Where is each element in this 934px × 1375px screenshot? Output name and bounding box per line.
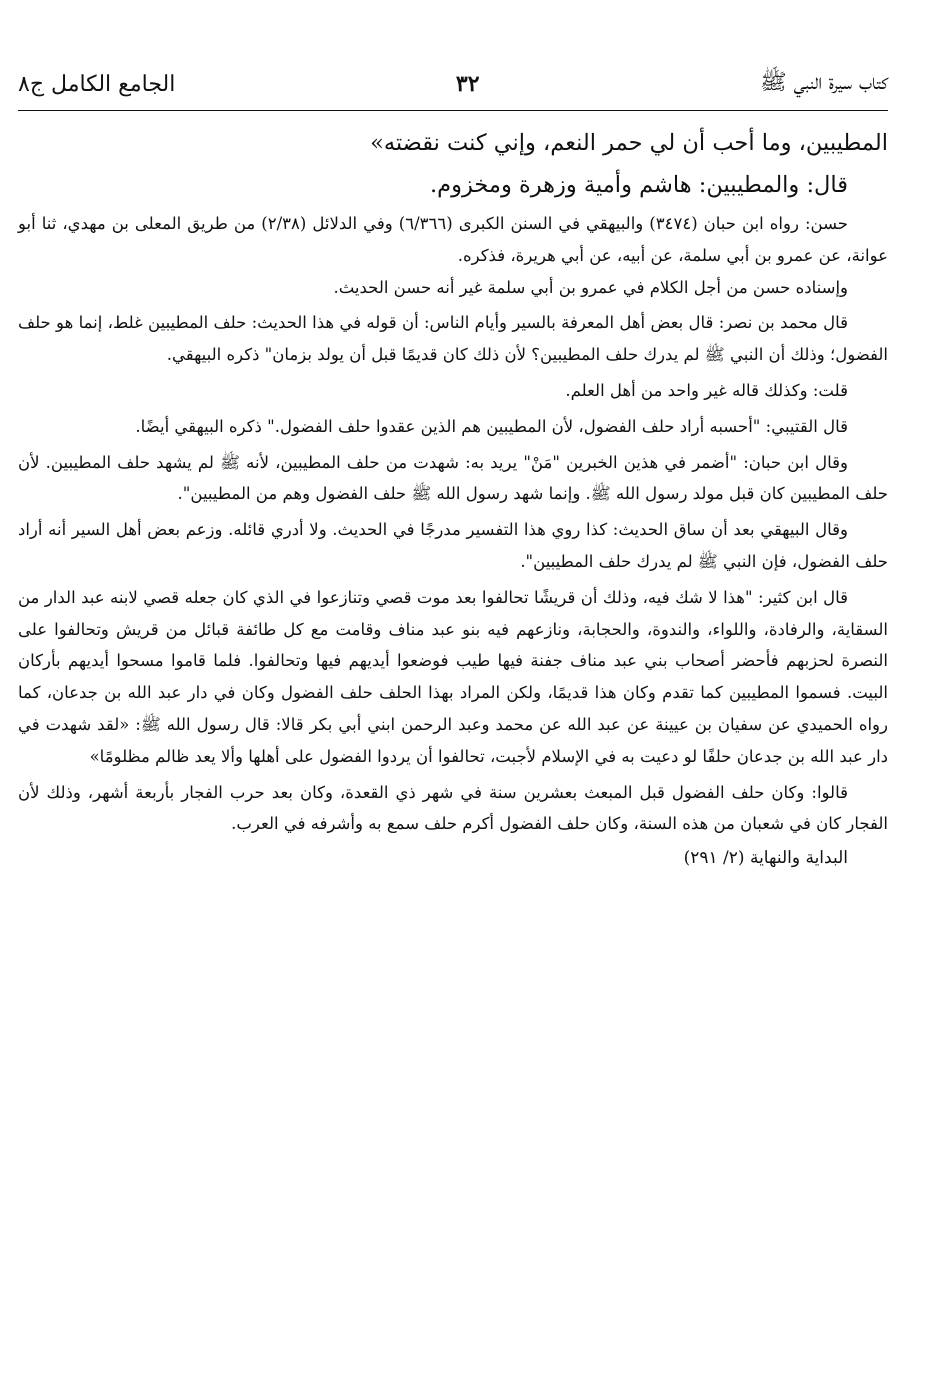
- book-title: كتاب سيرة النبي ﷺ: [760, 70, 888, 95]
- volume-title: الجامع الكامل ج٨: [18, 71, 176, 97]
- isnad-grading: وإسناده حسن من أجل الكلام في عمرو بن أبي سلمة غير أنه حسن الحديث.: [333, 277, 848, 297]
- fudul-dating: قالوا: وكان حلف الفضول قبل المبعث بعشرين سنة في شهر ذي القعدة، وكان بعد حرب الفجار بأربعة أشهر، وذلك لأن الفجار كان في شعبان من هذه السنة، وكان حلف الفضول أكرم حلف سمع به وأشرفه في العرب.: [18, 782, 888, 834]
- page-number: ٣٢: [455, 71, 480, 97]
- takhrij-paragraph: حسن: رواه ابن حبان (٣٤٧٤) والبيهقي في السنن الكبرى (٦/٣٦٦) وفي الدلائل (٢/٣٨) من طريق المعلى بن مهدي، ثنا أبو عوانة، عن عمرو بن أبي سلمة، عن أبيه، عن أبي هريرة، فذكره.: [18, 214, 888, 265]
- qutaybi-quote: قال القتيبي: "أحسبه أراد حلف الفضول، لأن المطيبين هم الذين عقدوا حلف الفضول." ذكره البيهقي أيضًا.: [135, 416, 848, 436]
- author-remark: قلت: وكذلك قاله غير واحد من أهل العلم.: [565, 380, 848, 400]
- hadith-text-end: المطيبين، وما أحب أن لي حمر النعم، وإني كنت نقضته»: [370, 130, 888, 156]
- page-body: [18, 124, 888, 891]
- ibn-hibban-quote: وقال ابن حبان: "أضمر في هذين الخبرين "مَنْ" يريد به: شهدت من حلف المطيبين، لأنه ﷺ لم يشهد حلف المطيبين. لأن حلف المطيبين كان قبل مولد رسول الله ﷺ. وإنما شهد رسول الله ﷺ حلف الفضول وهم من المطيبين".: [18, 452, 888, 504]
- ibn-kathir-quote: قال ابن كثير: "هذا لا شك فيه، وذلك أن قريشًا تحالفوا بعد موت قصي وتنازعوا في الذي كان جعله قصي لابنه عبد الدار من السقاية، والرفادة، واللواء، والندوة، والحجابة، ونازعهم فيه بنو عبد مناف وقامت مع كل طائفة قبائل من قريش وتحالفوا على النصرة لحزبهم فأحضر أصحاب بني عبد مناف جفنة فيها طيب فوضعوا أيديهم فيها وتحالفوا. فلما قاموا مسحوا أيديهم بأركان البيت. فسموا المطيبين كما تقدم وكان هذا قديمًا، ولكن المراد بهذا الحلف حلف الفضول وكان في دار عبد الله بن جدعان، كما رواه الحميدي عن سفيان بن عيينة عن عبد الله عن محمد وعبد الرحمن ابني أبي بكر قالا: قال رسول الله ﷺ: «لقد شهدت في دار عبد الله بن جدعان حلفًا لو دعيت به في الإسلام لأجبت، تحالفوا أن يردوا الفضول على أهلها وألا يعد ظالم مظلومًا»: [18, 587, 888, 766]
- bayhaqi-quote: وقال البيهقي بعد أن ساق الحديث: كذا روي هذا التفسير مدرجًا في الحديث. ولا أدري قائله. وزعم بعض أهل السير أنه أراد حلف الفضول، فإن النبي ﷺ لم يدرك حلف المطيبين".: [18, 520, 888, 571]
- source-reference: البداية والنهاية (٢/ ٢٩١): [683, 848, 848, 869]
- ibn-nasr-quote: قال محمد بن نصر: قال بعض أهل المعرفة بالسير وأيام الناس: أن قوله في هذا الحديث: حلف المطيبين غلط، إنما هو حلف الفضول؛ وذلك أن النبي ﷺ لم يدرك حلف المطيبين؟ لأن ذلك كان قديمًا قبل أن يولد بزمان" ذكره البيهقي.: [18, 313, 888, 365]
- narrator-comment: قال: والمطيبين: هاشم وأمية وزهرة ومخزوم.: [430, 172, 848, 198]
- page-header: [18, 64, 888, 104]
- header-divider: [18, 110, 888, 111]
